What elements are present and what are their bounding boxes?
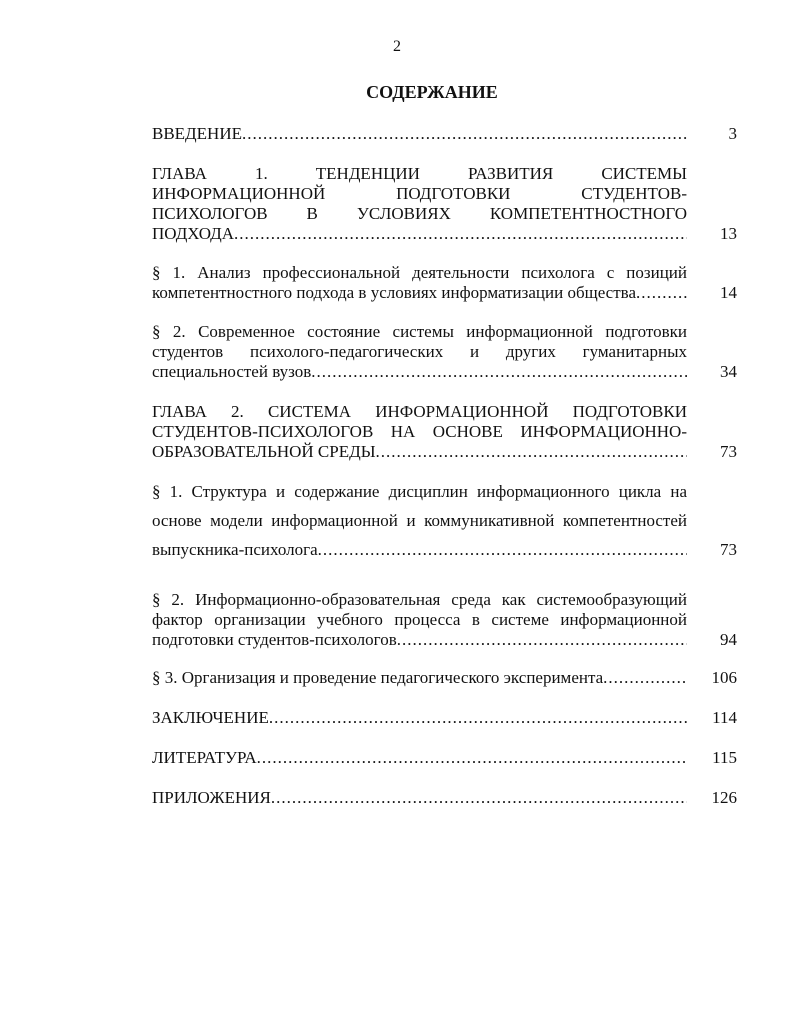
toc-entry-line: § 2. Современное состояние системы информационной подготовки — [152, 322, 687, 341]
toc-entry-ch2-section-3[interactable] — [152, 668, 737, 688]
toc-entry-title: выпускника-психолога — [152, 540, 318, 559]
toc-entry-title: ЛИТЕРАТУРА — [152, 748, 257, 767]
toc-entry-line: студентов психолого-педагогических и других гуманитарных — [152, 342, 687, 361]
dot-leader — [234, 224, 687, 244]
toc-page-number: 34 — [720, 362, 737, 381]
toc-page-number: 73 — [720, 442, 737, 461]
dot-leader — [397, 630, 687, 650]
toc-entry-title: § 3. Организация и проведение педагогического эксперимента — [152, 668, 604, 687]
toc-page-number: 73 — [720, 540, 737, 559]
toc-entry-title: ПРИЛОЖЕНИЯ — [152, 788, 271, 807]
toc-entry-line: основе модели информационной и коммуникативной компетентностей — [152, 511, 687, 530]
toc-page-number: 114 — [712, 708, 737, 727]
toc-entry-ch2-section-1[interactable] — [152, 477, 737, 564]
dot-leader — [242, 124, 687, 144]
toc-entry-line: СТУДЕНТОВ-ПСИХОЛОГОВ НА ОСНОВЕ ИНФОРМАЦИОННО- — [152, 422, 687, 441]
toc-entry-title: специальностей вузов — [152, 362, 312, 381]
toc-entry-line: ИНФОРМАЦИОННОЙ ПОДГОТОВКИ СТУДЕНТОВ- — [152, 184, 687, 203]
toc-page-number: 106 — [711, 668, 737, 687]
toc-entry-ch2-section-2[interactable] — [152, 590, 737, 650]
toc-entry-line: ПСИХОЛОГОВ В УСЛОВИЯХ КОМПЕТЕНТНОСТНОГО — [152, 204, 687, 223]
dot-leader — [271, 788, 687, 808]
dot-leader — [318, 535, 687, 564]
toc-page-number: 3 — [728, 124, 737, 143]
page-number: 2 — [393, 38, 401, 55]
toc-page-number: 13 — [720, 224, 737, 243]
toc-entry-ch1-section-1[interactable] — [152, 263, 737, 303]
dot-leader — [269, 708, 687, 728]
toc-entry-literature[interactable] — [152, 748, 737, 768]
dot-leader — [376, 442, 687, 462]
toc-entry-ch1-section-2[interactable] — [152, 322, 737, 382]
toc-entry-line: § 1. Структура и содержание дисциплин информационного цикла на — [152, 482, 687, 501]
toc-entry-title: компетентностного подхода в условиях информатизации общества — [152, 283, 636, 302]
toc-page-number: 94 — [720, 630, 737, 649]
toc-entry-line: ГЛАВА 1. ТЕНДЕНЦИИ РАЗВИТИЯ СИСТЕМЫ — [152, 164, 687, 183]
toc-entry-title: ЗАКЛЮЧЕНИЕ — [152, 708, 269, 727]
toc-entry-conclusion[interactable] — [152, 708, 737, 728]
toc-entry-chapter-1[interactable] — [152, 164, 737, 244]
toc-entry-appendix[interactable] — [152, 788, 737, 808]
toc-entry-title: подготовки студентов-психологов — [152, 630, 397, 649]
dot-leader — [311, 362, 687, 382]
toc-entry-intro[interactable] — [152, 124, 737, 144]
dot-leader — [603, 668, 687, 688]
page-title: СОДЕРЖАНИЕ — [366, 82, 498, 102]
toc-page-number: 14 — [720, 283, 737, 302]
dot-leader — [257, 748, 687, 768]
toc-entry-chapter-2[interactable] — [152, 402, 737, 462]
toc-page-number: 115 — [712, 748, 737, 767]
toc-entry-title: ОБРАЗОВАТЕЛЬНОЙ СРЕДЫ — [152, 442, 376, 461]
toc-entry-line: § 1. Анализ профессиональной деятельности психолога с позиций — [152, 263, 687, 282]
toc-entry-line: § 2. Информационно-образовательная среда как системообразующий — [152, 590, 687, 609]
toc-entry-line: фактор организации учебного процесса в системе информационной — [152, 610, 687, 629]
toc-page-number: 126 — [711, 788, 737, 807]
toc-entry-title: ПОДХОДА — [152, 224, 235, 243]
toc-entry-line: ГЛАВА 2. СИСТЕМА ИНФОРМАЦИОННОЙ ПОДГОТОВКИ — [152, 402, 687, 421]
dot-leader — [636, 283, 687, 303]
toc-entry-title: ВВЕДЕНИЕ — [152, 124, 242, 143]
